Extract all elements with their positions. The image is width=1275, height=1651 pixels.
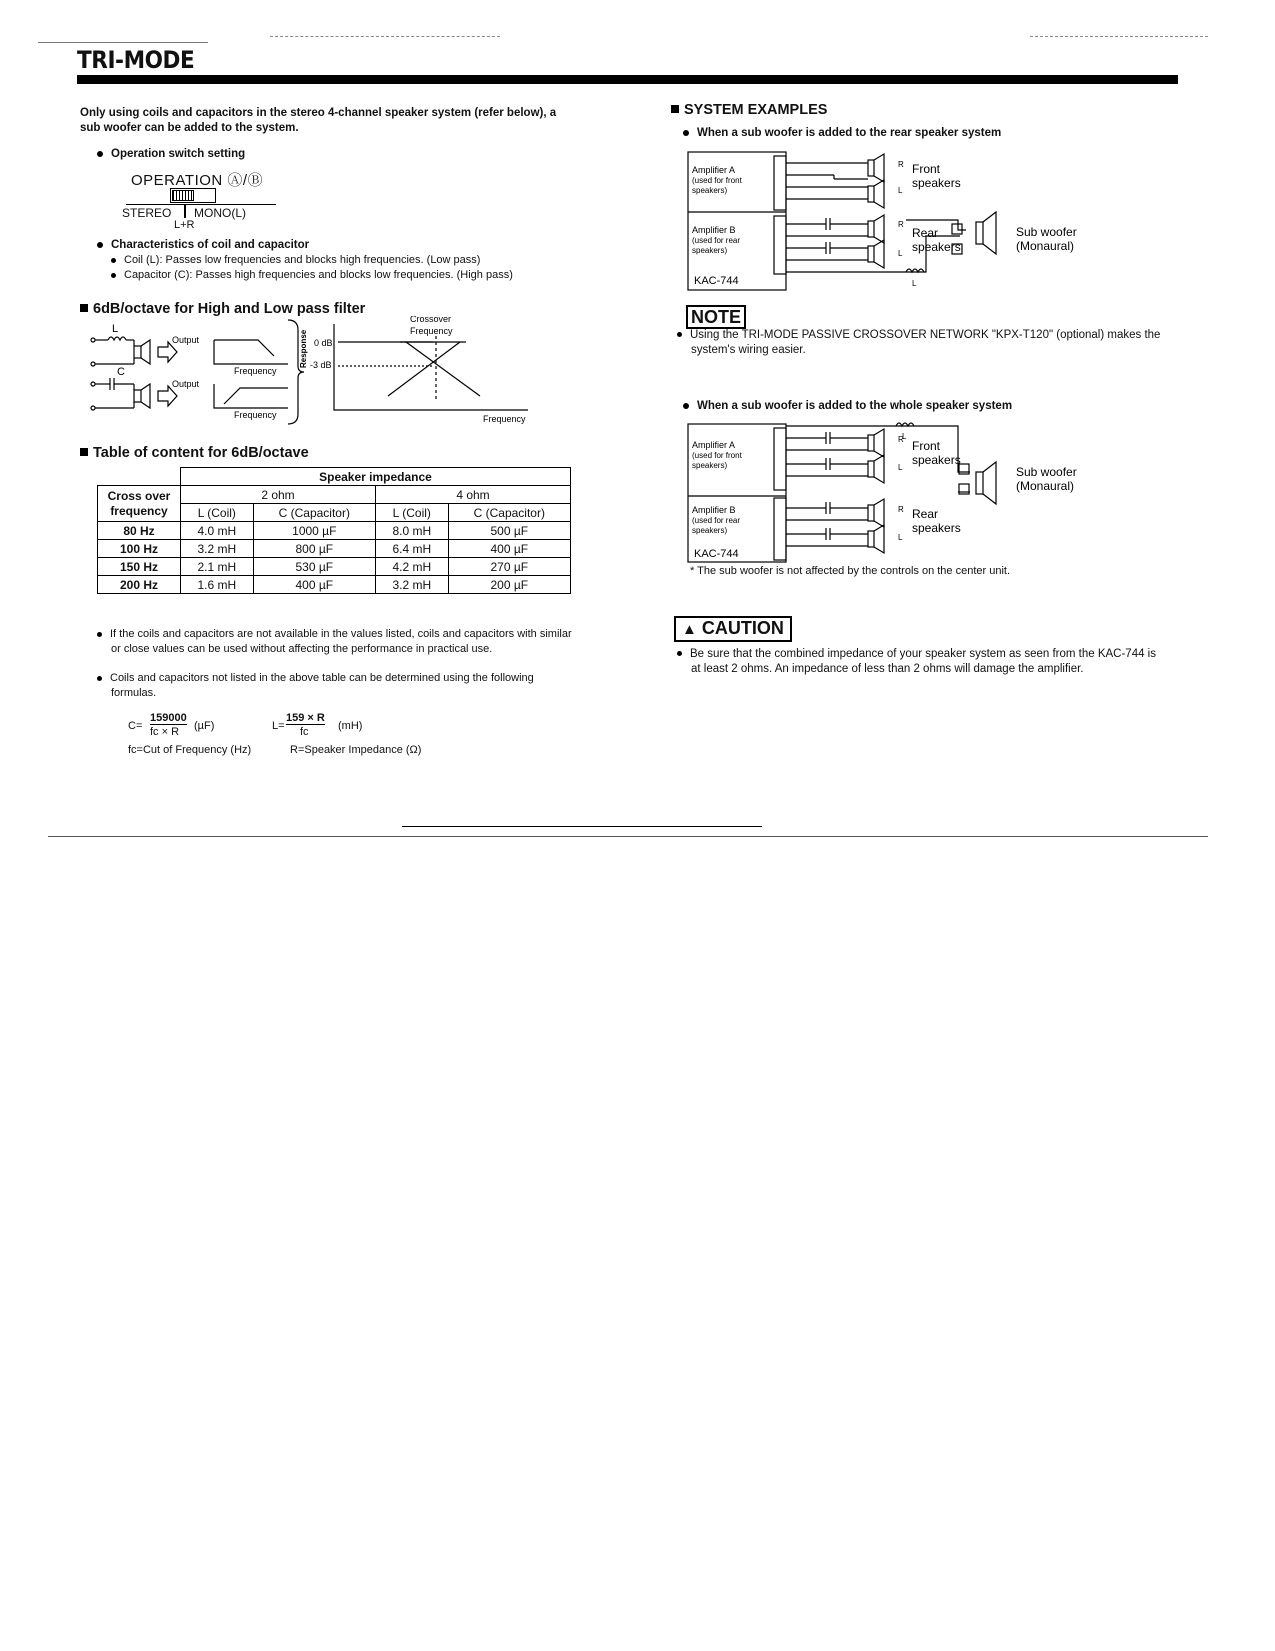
page-title: TRI-MODE: [77, 46, 195, 74]
system-diagram-whole: [686, 418, 1156, 568]
frequency-label: Frequency: [234, 410, 277, 420]
front-label: Front: [912, 162, 941, 176]
mono-label: MONO(L): [194, 206, 246, 220]
amp-a-sub: speakers): [692, 461, 728, 470]
bullet-icon: [97, 632, 102, 637]
amp-a-label: Amplifier A: [692, 440, 736, 450]
l-label: L: [898, 186, 903, 195]
sub-woofer-label: Sub woofer: [1016, 465, 1077, 479]
table-cell: 530 µF: [253, 558, 375, 576]
example2-heading: When a sub woofer is added to the whole speaker system: [683, 399, 1012, 414]
l-label: L: [898, 463, 903, 472]
filter-diagram: [88, 316, 550, 428]
title-rule: [77, 75, 1178, 84]
ohm4-header: 4 ohm: [375, 486, 570, 504]
switch-knob: [172, 190, 194, 201]
sub-header: C (Capacitor): [448, 504, 570, 522]
system-heading: SYSTEM EXAMPLES: [671, 102, 827, 118]
cap-label: C: [117, 366, 125, 378]
table-row: [98, 522, 571, 540]
table-cell: 4.2 mH: [375, 558, 448, 576]
table-cell: 1.6 mH: [181, 576, 254, 594]
impedance-table: [97, 467, 571, 594]
table-cell: 100 Hz: [98, 540, 181, 558]
bullet-icon: [97, 676, 102, 681]
switch-baseline: [126, 204, 276, 205]
amp-b-sub: speakers): [692, 526, 728, 535]
operation-switch: [122, 169, 296, 231]
stereo-label: STEREO: [122, 206, 172, 220]
sub-header: C (Capacitor): [253, 504, 375, 522]
sub-header: L (Coil): [181, 504, 254, 522]
l-label: L: [902, 432, 907, 441]
table-cell: 400 µF: [448, 540, 570, 558]
monaural-label: (Monaural): [1016, 479, 1075, 493]
coil-label: L: [111, 323, 119, 335]
output-label: Output: [172, 379, 200, 389]
top-dash-right: [1030, 36, 1208, 37]
table-cell: 500 µF: [448, 522, 570, 540]
sub-header: L (Coil): [375, 504, 448, 522]
lr-label: L+R: [174, 219, 195, 231]
table-cell: 800 µF: [253, 540, 375, 558]
sub-woofer-label: Sub woofer: [1016, 225, 1077, 239]
amp-b-sub: (used for rear: [692, 516, 741, 525]
intro-text: Only using coils and capacitors in the stereo 4-channel speaker system (refer below), a sub woofer can be added to the system.: [80, 107, 557, 134]
model-label: KAC-744: [694, 548, 739, 560]
warning-icon: ▲: [682, 621, 697, 638]
square-icon: [80, 304, 88, 312]
filter-heading: 6dB/octave for High and Low pass filter: [80, 301, 365, 317]
table-cell: 1000 µF: [253, 522, 375, 540]
table-row: [98, 576, 571, 594]
bullet-icon: [97, 242, 103, 248]
l-label: L: [912, 279, 917, 288]
switch-body: [170, 188, 216, 203]
bullet-icon: [677, 651, 682, 656]
amp-a-sub: (used for front: [692, 451, 742, 460]
system-diagram-rear: [686, 150, 1156, 300]
bullet-icon: [111, 273, 116, 278]
crossover-freq-label: Frequency: [410, 326, 453, 336]
switch-divider: [184, 204, 186, 218]
table-row: [98, 540, 571, 558]
bullet-icon: [683, 130, 689, 136]
ohm2-header: 2 ohm: [181, 486, 376, 504]
example1-heading: When a sub woofer is added to the rear speaker system: [683, 126, 1001, 141]
graph-frequency-label: Frequency: [483, 414, 526, 424]
top-rule-left: [38, 42, 208, 43]
caution-label: ▲ CAUTION: [674, 616, 792, 642]
r-label: R: [898, 160, 904, 169]
note-text: Using the TRI-MODE PASSIVE CROSSOVER NETWORK "KPX-T120" (optional) makes the system's wiring easier.: [677, 328, 1191, 358]
bullet-icon: [677, 332, 682, 337]
amp-a-sub: speakers): [692, 186, 728, 195]
amp-b-label: Amplifier B: [692, 225, 736, 235]
table-cell: 400 µF: [253, 576, 375, 594]
table-cell: 150 Hz: [98, 558, 181, 576]
square-icon: [671, 105, 679, 113]
bottom-short-rule: [402, 826, 762, 827]
table-cell: 270 µF: [448, 558, 570, 576]
minus3-db-label: -3 dB: [310, 360, 332, 370]
table-cell: 80 Hz: [98, 522, 181, 540]
crossover-header: Cross over frequency: [98, 486, 181, 522]
front-speakers-label: speakers: [912, 453, 961, 467]
crossover-label: Crossover: [410, 316, 452, 324]
frequency-label: Frequency: [234, 366, 277, 376]
table-cell: 6.4 mH: [375, 540, 448, 558]
monaural-label: (Monaural): [1016, 239, 1075, 253]
table-heading: Table of content for 6dB/octave: [80, 445, 309, 461]
table-cell: 3.2 mH: [181, 540, 254, 558]
table-cell: 4.0 mH: [181, 522, 254, 540]
operation-heading: Operation switch setting: [97, 147, 245, 162]
note-left-1: If the coils and capacitors are not available in the values listed, coils and capacitors with similar or close values can be used without affecting the performance in practical use.: [97, 627, 581, 656]
operation-label: OPERATION Ⓐ/Ⓑ: [131, 172, 264, 189]
amp-b-sub: (used for rear: [692, 236, 741, 245]
table-cell: 200 Hz: [98, 576, 181, 594]
fc-definition: fc=Cut of Frequency (Hz): [128, 744, 252, 756]
table-row: [98, 558, 571, 576]
r-label: R: [898, 435, 904, 444]
sub-woofer-footnote: * The sub woofer is not affected by the controls on the center unit.: [690, 565, 1011, 577]
amp-a-label: Amplifier A: [692, 165, 736, 175]
rear-speakers-label: speakers: [912, 521, 961, 535]
bullet-icon: [97, 151, 103, 157]
rear-label: Rear: [912, 226, 939, 240]
bottom-long-rule: [48, 836, 1208, 837]
bullet-icon: [111, 258, 116, 263]
amp-b-sub: speakers): [692, 246, 728, 255]
rear-label: Rear: [912, 507, 939, 521]
amp-b-label: Amplifier B: [692, 505, 736, 515]
front-label: Front: [912, 439, 941, 453]
coil-item: Coil (L): Passes low frequencies and blocks high frequencies. (Low pass): [111, 253, 480, 268]
note-label: NOTE: [686, 305, 746, 329]
table-cell: 3.2 mH: [375, 576, 448, 594]
model-label: KAC-744: [694, 275, 739, 287]
table-cell: 8.0 mH: [375, 522, 448, 540]
output-label: Output: [172, 335, 200, 345]
zero-db-label: 0 dB: [314, 338, 333, 348]
note-left-2: Coils and capacitors not listed in the above table can be determined using the following formulas.: [97, 671, 581, 700]
table-cell: 2.1 mH: [181, 558, 254, 576]
square-icon: [80, 448, 88, 456]
table-cell: 200 µF: [448, 576, 570, 594]
capacitor-item: Capacitor (C): Passes high frequencies and blocks low frequencies. (High pass): [111, 268, 513, 283]
bullet-icon: [683, 403, 689, 409]
amp-a-sub: (used for front: [692, 176, 742, 185]
front-speakers-label: speakers: [912, 176, 961, 190]
l-label: L: [898, 533, 903, 542]
speaker-impedance-header: Speaker impedance: [181, 468, 571, 486]
l-label: L: [898, 249, 903, 258]
characteristics-heading: Characteristics of coil and capacitor: [97, 238, 309, 253]
response-label: Response: [299, 329, 308, 368]
top-dash-middle: [270, 36, 500, 37]
rear-speakers-label: speakers: [912, 240, 961, 254]
r-label: R: [898, 220, 904, 229]
caution-text: Be sure that the combined impedance of your speaker system as seen from the KAC-744 is at least 2 ohms. An impedance of less than 2 ohms will damage the amplifier.: [677, 647, 1166, 677]
r-label: R: [898, 505, 904, 514]
r-definition: R=Speaker Impedance (Ω): [290, 744, 422, 756]
